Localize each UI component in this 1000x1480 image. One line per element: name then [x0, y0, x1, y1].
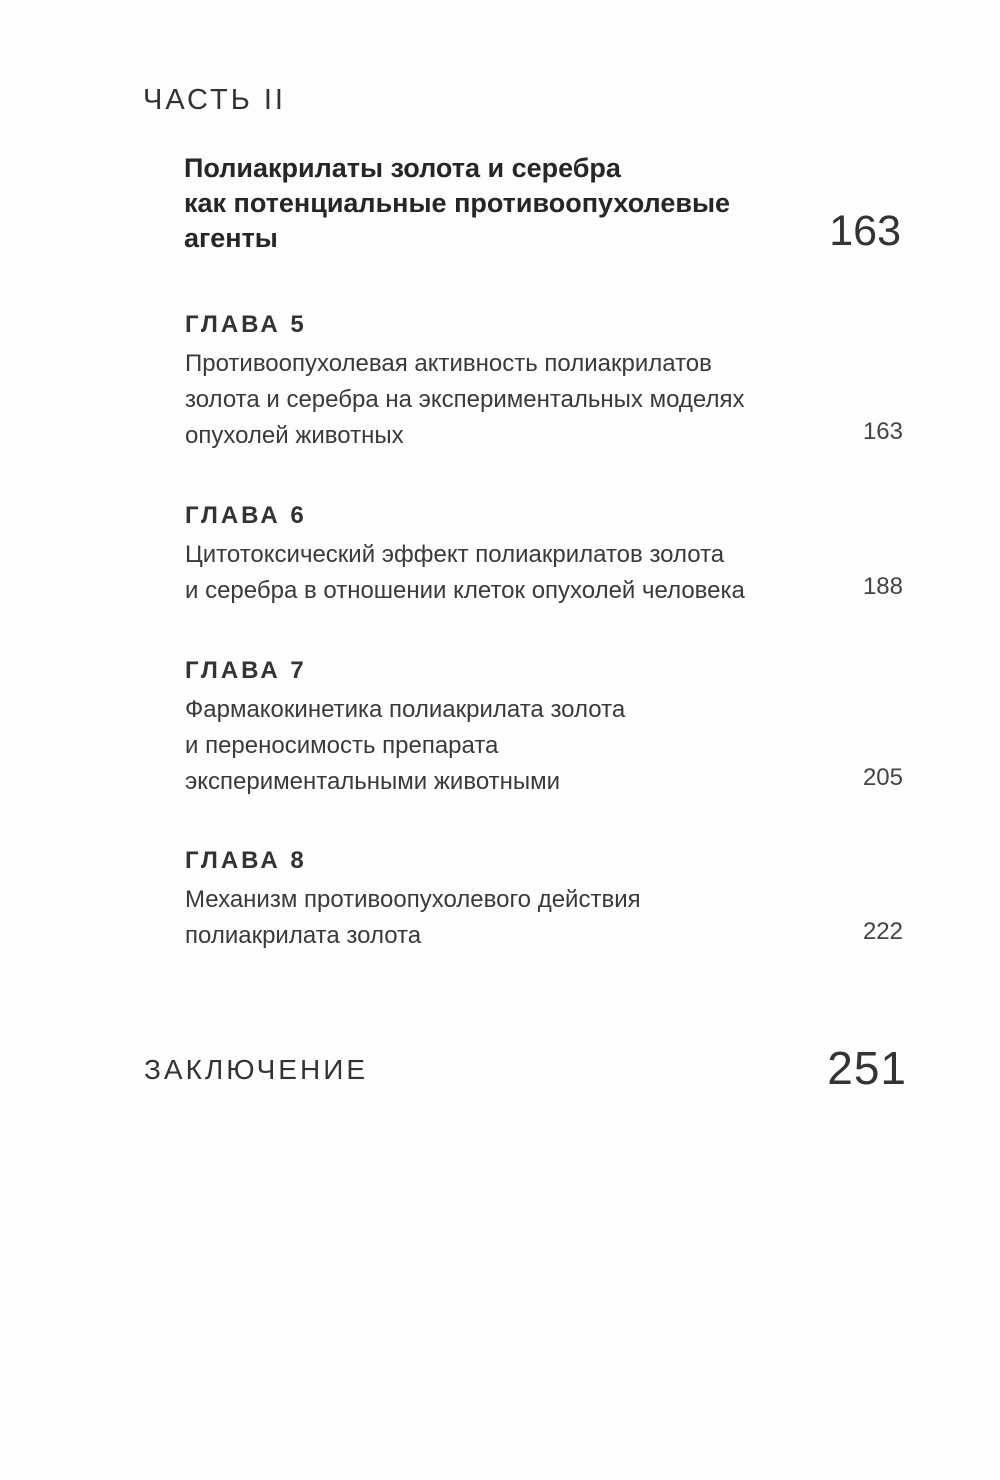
chapter-page-number: 163 — [862, 418, 903, 445]
chapter-title-line: Фармакокинетика полиакрилата золота — [185, 696, 626, 723]
toc-entry-chapter-6 — [185, 501, 905, 609]
chapter-title-line: экспериментальными животными — [185, 768, 561, 795]
conclusion-page-number: 251 — [827, 1042, 907, 1094]
chapter-page-number: 222 — [862, 918, 903, 945]
chapter-label: ГЛАВА 7 — [185, 657, 307, 684]
toc-entry-chapter-8 — [185, 846, 905, 954]
chapter-label: ГЛАВА 6 — [185, 502, 307, 529]
part-title-line: Полиакрилаты золота и серебра — [184, 153, 621, 183]
part-label: ЧАСТЬ II — [143, 84, 286, 116]
chapter-title — [185, 346, 905, 454]
part-title — [184, 151, 804, 256]
toc-entry-chapter-7 — [185, 656, 905, 800]
conclusion-label: ЗАКЛЮЧЕНИЕ — [144, 1054, 368, 1085]
part-title-line: как потенциальные противоопухолевые — [184, 188, 731, 218]
chapter-title-line: и переносимость препарата — [185, 732, 499, 759]
chapter-label: ГЛАВА 5 — [185, 311, 307, 338]
chapter-title — [185, 692, 905, 800]
chapter-title-line: опухолей животных — [185, 422, 404, 449]
chapter-page-number: 205 — [862, 764, 903, 791]
toc-entry-chapter-5 — [185, 310, 905, 454]
part-page-number: 163 — [829, 207, 901, 255]
chapter-title-line: Противоопухолевая активность полиакрилатов — [185, 350, 712, 377]
part-title-line: агенты — [184, 223, 278, 253]
chapter-title-line: золота и серебра на экспериментальных моделях — [185, 386, 745, 413]
chapter-label: ГЛАВА 8 — [185, 847, 307, 874]
chapter-title-line: Цитотоксический эффект полиакрилатов золота — [185, 541, 725, 568]
chapter-title-line: и серебра в отношении клеток опухолей человека — [185, 577, 745, 604]
chapter-title-line: полиакрилата золота — [185, 922, 422, 949]
chapter-title — [185, 537, 905, 609]
chapter-title — [185, 882, 905, 954]
chapter-title-line: Механизм противоопухолевого действия — [185, 886, 641, 913]
chapter-page-number: 188 — [862, 573, 903, 600]
